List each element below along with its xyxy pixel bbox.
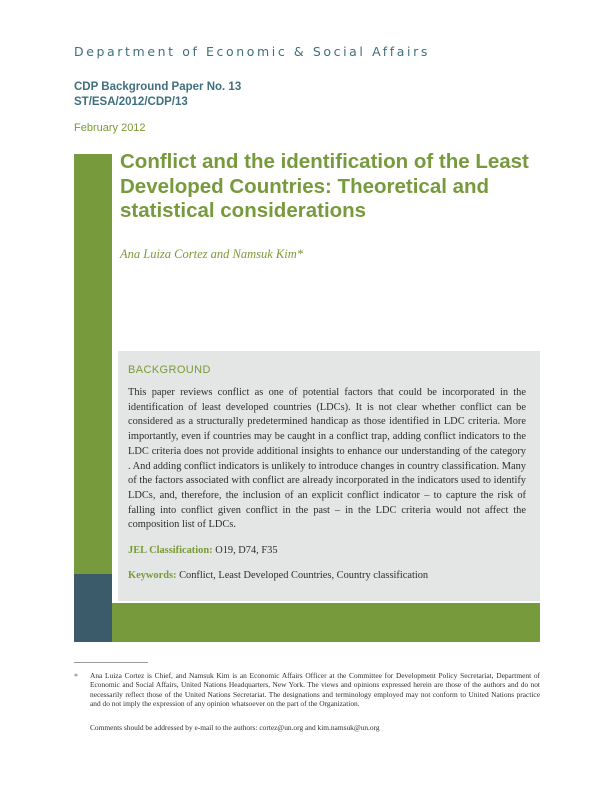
background-heading: BACKGROUND (128, 364, 211, 376)
keywords-value: Conflict, Least Developed Countries, Country classification (179, 570, 429, 581)
blue-accent-block (74, 574, 112, 642)
jel-classification (128, 545, 278, 556)
contact-line: Comments should be addressed by e-mail to the authors: cortez@un.org and kim.namsuk@un.org (90, 723, 380, 732)
footnote-divider (74, 662, 148, 663)
department-name: Department of Economic & Social Affairs (74, 44, 430, 59)
publication-date: February 2012 (74, 122, 146, 134)
jel-label: JEL Classification: (128, 545, 213, 556)
green-accent-bar (74, 154, 112, 574)
paper-title: Conflict and the identification of the Least Developed Countries: Theoretical and statistical considerations (120, 150, 529, 222)
footnote-marker: * (74, 672, 78, 681)
paper-series-number: CDP Background Paper No. 13 (74, 81, 242, 93)
keywords (128, 570, 428, 581)
jel-value: O19, D74, F35 (215, 545, 278, 556)
paper-authors: Ana Luiza Cortez and Namsuk Kim* (120, 247, 304, 261)
document-symbol: ST/ESA/2012/CDP/13 (74, 95, 188, 108)
keywords-label: Keywords: (128, 570, 177, 581)
footnote-text: Ana Luiza Cortez is Chief, and Namsuk Kim is an Economic Affairs Officer at the Committee for Development Policy Secretariat, Department of Economic and Social Affairs, United Nations Headquarters, New York. The views and opinions expressed herein are those of the authors and do not necessarily reflect those of the United Nations Secretariat. The designations and terminology employed may not conform to United Nations practice and do not imply the expression of any opinion whatsoever on the part of the Organization. (90, 671, 540, 709)
background-body: This paper reviews conflict as one of potential factors that could be incorporated in the identification of least developed countries (LDCs). It is not clear whether conflict can be considered as a structurally predetermined handicap as those identified in LDC criteria. More importantly, even if countries may be caught in a conflict trap, adding conflict indicators to the LDC criteria does not provide additional insights to enhance our understanding of the category . And adding conflict indicators is unlikely to introduce changes in country classification. Many of the factors associated with conflict are already incorporated in the indicators used to identify LDCs, and, therefore, the inclusion of an explicit conflict indicator – to capture the risk of falling into conflict given conflict in the past – in the LDC criteria would not affect the composition list of LDCs. (128, 387, 526, 531)
green-bottom-bar (112, 603, 540, 642)
series-info (74, 80, 241, 109)
